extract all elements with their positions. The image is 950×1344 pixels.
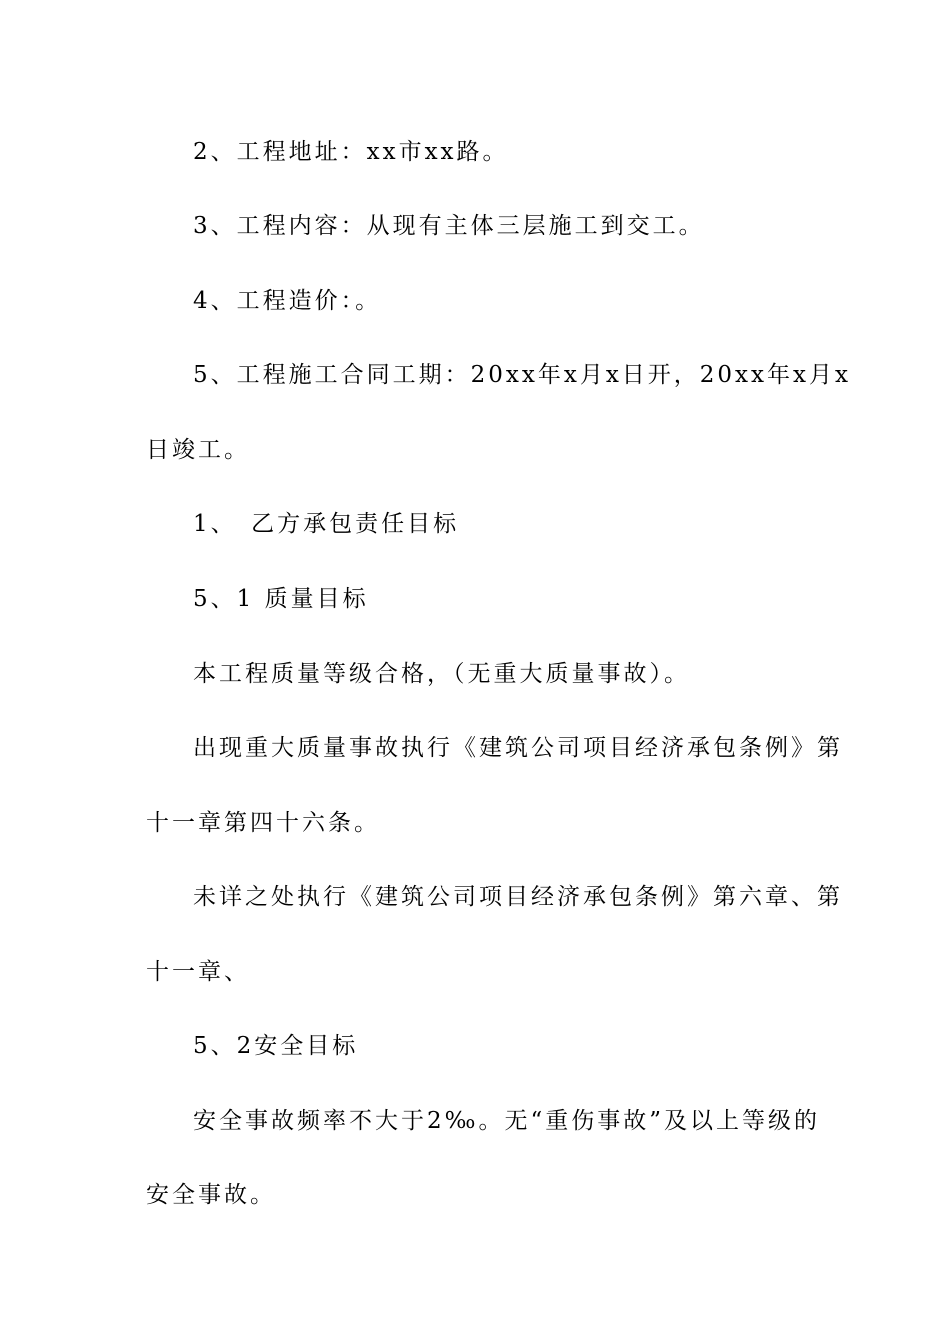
heading-responsibility-targets: 1、 乙方承包责任目标 — [193, 511, 460, 537]
paragraph-safety-rate: 安全事故频率不大于2‰。无“重伤事故”及以上等级的 — [193, 1108, 821, 1134]
paragraph-unspecified-cont: 十一章、 — [146, 959, 250, 985]
paragraph-project-address: 2、工程地址：xx市xx路。 — [193, 139, 509, 165]
paragraph-contract-period: 5、工程施工合同工期：20xx年x月x日开，20xx年x月x — [193, 362, 851, 388]
heading-quality-target: 5、1 质量目标 — [193, 586, 369, 612]
paragraph-unspecified: 未详之处执行《建筑公司项目经济承包条例》第六章、第 — [193, 884, 843, 910]
paragraph-project-content: 3、工程内容：从现有主体三层施工到交工。 — [193, 213, 705, 239]
paragraph-safety-rate-cont: 安全事故。 — [146, 1182, 276, 1208]
paragraph-quality-grade: 本工程质量等级合格，（无重大质量事故）。 — [193, 661, 690, 687]
paragraph-contract-period-cont: 日竣工。 — [146, 437, 250, 463]
paragraph-project-cost: 4、工程造价：。 — [193, 288, 382, 314]
heading-safety-target: 5、2安全目标 — [193, 1033, 359, 1059]
paragraph-major-accident: 出现重大质量事故执行《建筑公司项目经济承包条例》第 — [193, 735, 843, 761]
paragraph-major-accident-cont: 十一章第四十六条。 — [146, 810, 380, 836]
